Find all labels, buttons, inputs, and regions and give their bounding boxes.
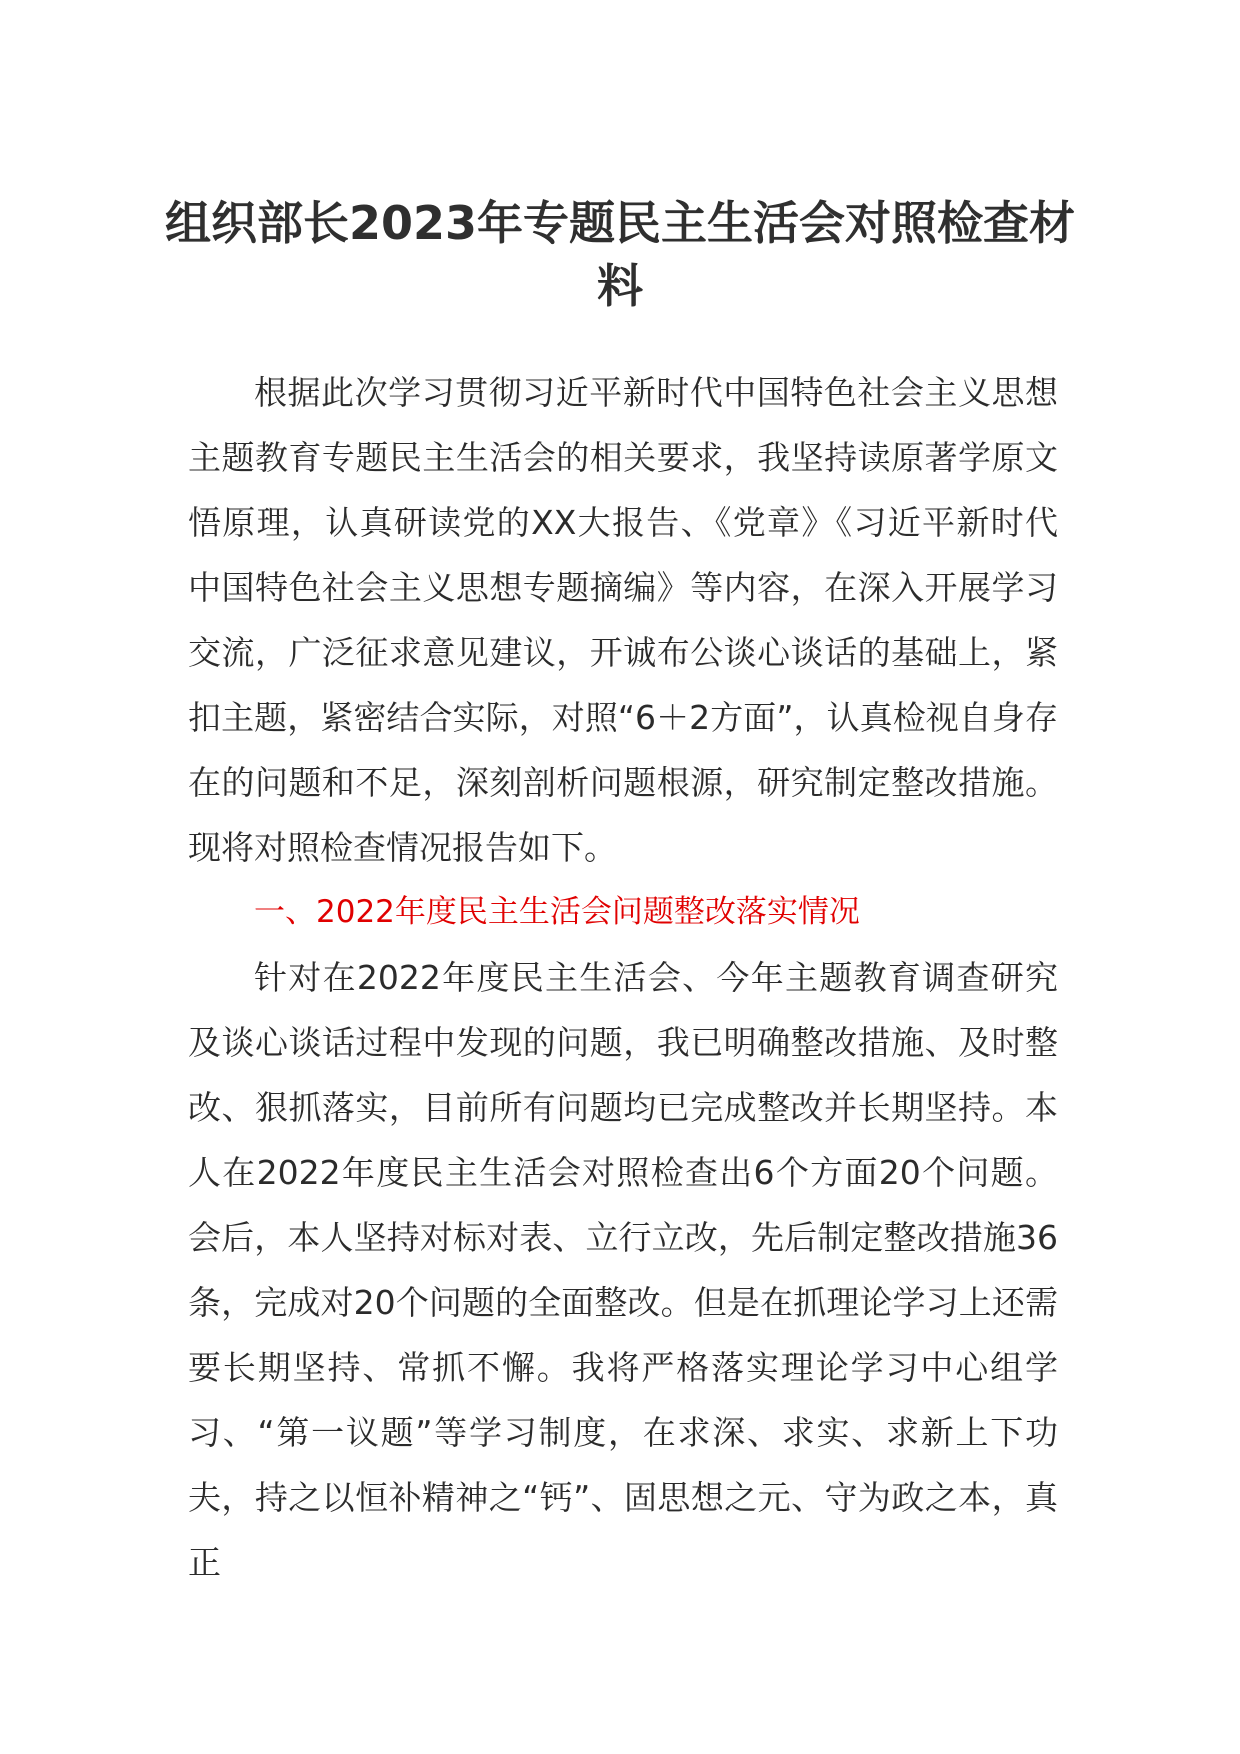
section-paragraph: 针对在2022年度民主生活会、今年主题教育调查研究及谈心谈话过程中发现的问题，我已明确整改措施、及时整改、狠抓落实，目前所有问题均已完成整改并长期坚持。本人在2022年度民主生活会对照检查出6个方面20个问题。会后，本人坚持对标对表、立行立改，先后制定整改措施36条，完成对20个问题的全面整改。但是在抓理论学习上还需要长期坚持、常抓不懈。我将严格落实理论学习中心组学习、“第一议题”等学习制度，在求深、求实、求新上下功夫，持之以恒补精神之“钙”、固思想之元、守为政之本，真正: [188, 958, 1058, 1582]
section-heading: 一、2022年度民主生活会问题整改落实情况: [254, 894, 860, 930]
document-body: [188, 360, 1058, 1595]
document-title: 组织部长2023年专题民主生活会对照检查材料: [164, 196, 1076, 313]
intro-paragraph: 根据此次学习贯彻习近平新时代中国特色社会主义思想主题教育专题民主生活会的相关要求，我坚持读原著学原文悟原理，认真研读党的XX大报告、《党章》《习近平新时代中国特色社会主义思想专题摘编》等内容，在深入开展学习交流，广泛征求意见建议，开诚布公谈心谈话的基础上，紧扣主题，紧密结合实际，对照“6＋2方面”，认真检视自身存在的问题和不足，深刻剖析问题根源，研究制定整改措施。现将对照检查情况报告如下。: [188, 373, 1058, 867]
